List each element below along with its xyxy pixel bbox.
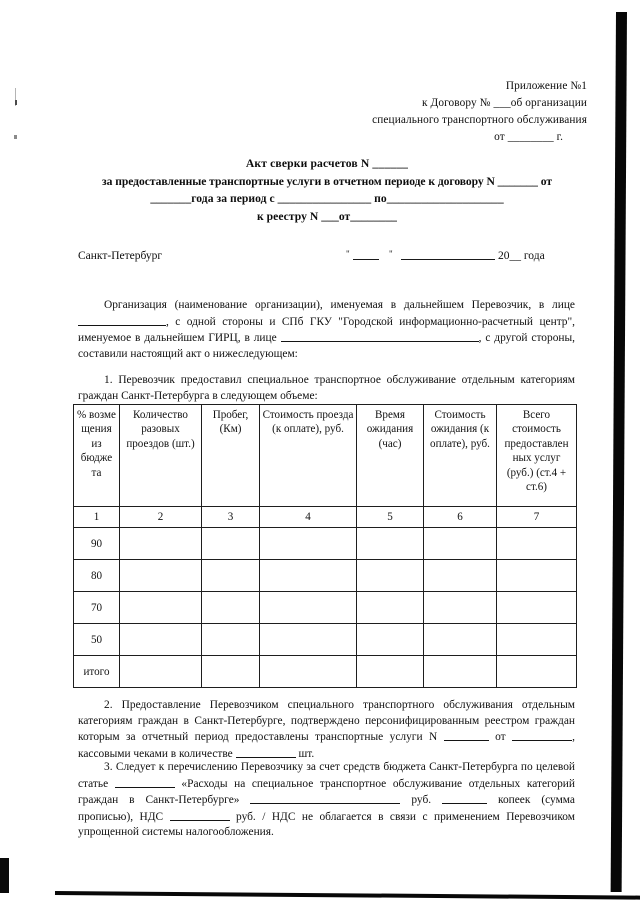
cell-90-2[interactable] bbox=[120, 528, 202, 560]
cell-70-4[interactable] bbox=[260, 592, 357, 624]
cell-90-7[interactable] bbox=[497, 528, 577, 560]
paragraph-2-text-part1: 2. Предоставление Перевозчиком специального транспортного обслуживания отдельным категориям граждан в Санкт-Петербурге, подтверждено персонифицированным реестром граждан которым за отчетный период предоставлены транспортные услуги N bbox=[78, 699, 575, 744]
registry-date-blank bbox=[512, 729, 572, 741]
document-title-block bbox=[72, 155, 582, 225]
contract-subject: специального транспортного обслуживания bbox=[372, 114, 587, 126]
date-quote-close: " bbox=[389, 249, 393, 259]
row-label-total: итого bbox=[74, 656, 120, 688]
cell-80-4[interactable] bbox=[260, 560, 357, 592]
col-header-trip-count: Количество разовых проездов (шт.) bbox=[120, 405, 202, 507]
paragraph-2-text-part2: от bbox=[495, 731, 506, 744]
paragraph-3-text-part3: руб. bbox=[411, 794, 432, 807]
cell-total-5[interactable] bbox=[357, 656, 424, 688]
services-table bbox=[73, 404, 577, 688]
col-header-trip-cost: Стоимость проезда (к оплате), руб. bbox=[260, 405, 357, 507]
date-quote-open: " bbox=[346, 249, 350, 259]
column-number-2: 2 bbox=[120, 507, 202, 528]
cell-total-4[interactable] bbox=[260, 656, 357, 688]
cell-70-5[interactable] bbox=[357, 592, 424, 624]
date-year-label: 20__ года bbox=[498, 250, 545, 262]
column-number-5: 5 bbox=[357, 507, 424, 528]
appendix-number: Приложение №1 bbox=[505, 80, 587, 92]
table-row bbox=[74, 624, 577, 656]
cell-50-4[interactable] bbox=[260, 624, 357, 656]
date-month-blank bbox=[401, 259, 495, 260]
table-row bbox=[74, 592, 577, 624]
intro-paragraph bbox=[78, 298, 575, 362]
column-number-row bbox=[74, 507, 577, 528]
services-table-wrapper bbox=[73, 404, 576, 688]
col-header-total-cost: Всего стоимость предоставлен ных услуг (руб.) (ст.4 + ст.6) bbox=[497, 405, 577, 507]
amount-rubles-blank bbox=[250, 792, 400, 804]
column-number-7: 7 bbox=[497, 507, 577, 528]
intro-text-part2: , с одной стороны и СПб ГКУ "Городской информационно-расчетный центр", именуемое в дальнейшем ГИРЦ, в лице bbox=[78, 315, 575, 345]
cell-90-6[interactable] bbox=[424, 528, 497, 560]
paragraph-3-text-part4: копеек (сумма прописью), НДС bbox=[78, 794, 575, 823]
cell-80-5[interactable] bbox=[357, 560, 424, 592]
city-label: Санкт-Петербург bbox=[78, 250, 163, 262]
cell-50-6[interactable] bbox=[424, 624, 497, 656]
paragraph-3 bbox=[78, 760, 575, 841]
paragraph-3-text-part2: «Расходы на специальное транспортное обслуживание отдельных категорий граждан в Санкт-Петербурге» bbox=[78, 777, 575, 807]
cell-total-3[interactable] bbox=[202, 656, 260, 688]
table-header-row bbox=[74, 405, 577, 507]
cell-80-3[interactable] bbox=[202, 560, 260, 592]
appendix-reference-block bbox=[200, 78, 588, 146]
table-row bbox=[74, 560, 577, 592]
cell-80-6[interactable] bbox=[424, 560, 497, 592]
cell-70-6[interactable] bbox=[424, 592, 497, 624]
girc-representative-blank bbox=[281, 330, 479, 342]
receipt-count-blank bbox=[236, 746, 296, 758]
paragraph-3-text-part5: руб. / НДС не облагается в связи с применением Перевозчиком упрощенной системы налогообложения. bbox=[78, 810, 575, 839]
cell-50-5[interactable] bbox=[357, 624, 424, 656]
table-header bbox=[74, 405, 577, 507]
title-subline-registry: к реестру N ___от________ bbox=[256, 209, 398, 223]
paragraph-1 bbox=[78, 373, 575, 404]
column-number-3: 3 bbox=[202, 507, 260, 528]
row-label-70: 70 bbox=[74, 592, 120, 624]
cell-90-5[interactable] bbox=[357, 528, 424, 560]
row-label-80: 80 bbox=[74, 560, 120, 592]
cell-50-3[interactable] bbox=[202, 624, 260, 656]
paragraph-1-text: 1. Перевозчик предоставил специальное транспортное обслуживание отдельным категориям граждан Санкт-Петербурга в следующем объеме: bbox=[78, 374, 575, 402]
paragraph-2 bbox=[78, 698, 575, 762]
cell-90-3[interactable] bbox=[202, 528, 260, 560]
vat-amount-blank bbox=[170, 809, 230, 821]
title-subline-services: за предоставленные транспортные услуги в отчетном периоде к договору N _______ от bbox=[102, 174, 552, 188]
table-body bbox=[74, 507, 577, 688]
amount-kopecks-blank bbox=[442, 792, 487, 804]
column-number-4: 4 bbox=[260, 507, 357, 528]
paragraph-2-text-part3: , кассовыми чеками в количестве bbox=[78, 731, 575, 760]
row-label-50: 50 bbox=[74, 624, 120, 656]
intro-text-part3: , с другой стороны, составили настоящий акт о нижеследующем: bbox=[78, 332, 575, 360]
cell-50-2[interactable] bbox=[120, 624, 202, 656]
table-row bbox=[74, 528, 577, 560]
scan-edge-right bbox=[611, 12, 627, 892]
col-header-mileage: Пробег, (Км) bbox=[202, 405, 260, 507]
cell-70-3[interactable] bbox=[202, 592, 260, 624]
cell-90-4[interactable] bbox=[260, 528, 357, 560]
paragraph-2-text-part4: шт. bbox=[298, 747, 315, 760]
cell-80-7[interactable] bbox=[497, 560, 577, 592]
table-row bbox=[74, 656, 577, 688]
page-title: Акт сверки расчетов N ______ bbox=[245, 157, 409, 170]
col-header-budget-percent: % возме щения из бюдже та bbox=[74, 405, 120, 507]
column-number-1: 1 bbox=[74, 507, 120, 528]
cell-80-2[interactable] bbox=[120, 560, 202, 592]
carrier-representative-blank bbox=[78, 314, 166, 326]
col-header-wait-cost: Стоимость ожидания (к оплате), руб. bbox=[424, 405, 497, 507]
cell-50-7[interactable] bbox=[497, 624, 577, 656]
cell-total-7[interactable] bbox=[497, 656, 577, 688]
intro-text-part1: Организация (наименование организации), именуемая в дальнейшем Перевозчик, в лице bbox=[104, 299, 575, 311]
contract-reference: к Договору № ___об организации bbox=[422, 97, 587, 109]
row-label-90: 90 bbox=[74, 528, 120, 560]
column-number-6: 6 bbox=[424, 507, 497, 528]
budget-article-blank bbox=[115, 776, 175, 788]
paragraph-3-text-part1: 3. Следует к перечислению Перевозчику за счет средств бюджета Санкт-Петербурга по целевой статье bbox=[78, 761, 575, 790]
cell-70-2[interactable] bbox=[120, 592, 202, 624]
contract-date: от ________ г. bbox=[494, 131, 563, 143]
registry-number-blank bbox=[444, 729, 489, 741]
date-day-blank bbox=[353, 259, 379, 260]
cell-total-2[interactable] bbox=[120, 656, 202, 688]
title-subline-period: _______года за период с ________________ по____________________ bbox=[150, 192, 504, 205]
col-header-wait-time: Время ожидания (час) bbox=[357, 405, 424, 507]
cell-total-6[interactable] bbox=[424, 656, 497, 688]
cell-70-7[interactable] bbox=[497, 592, 577, 624]
